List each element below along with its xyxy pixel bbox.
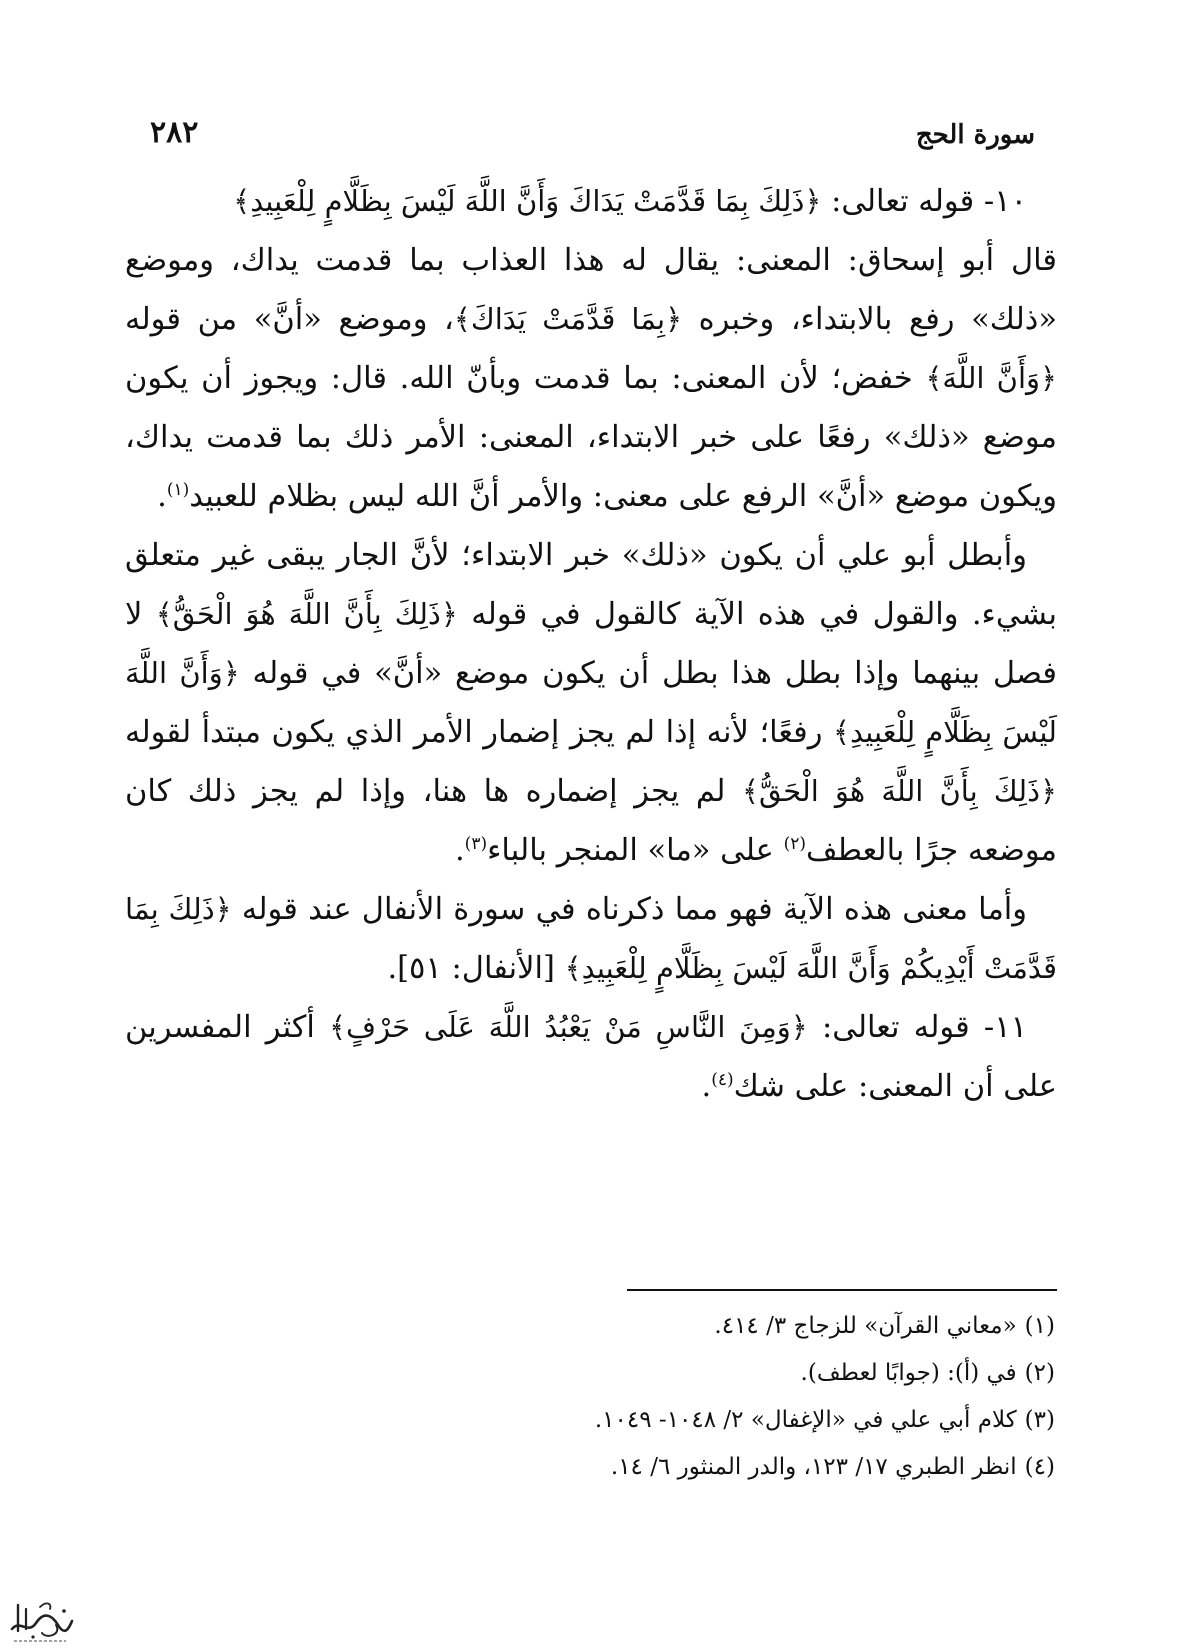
- footnote-item: [300, 1444, 1055, 1491]
- footnote-ref: (١): [166, 479, 190, 500]
- footnote-number: (١): [1024, 1313, 1055, 1339]
- verse-number-lead: ١١- قوله تعالى:: [807, 1010, 1027, 1045]
- text-segment: [الأنفال: ٥١].: [387, 951, 565, 986]
- footnote-number: (٣): [1024, 1407, 1055, 1433]
- paragraph-verse-11: [125, 998, 1057, 1116]
- footnote-divider: [627, 1289, 1057, 1291]
- paragraph-abu-ishaq: [125, 231, 1057, 526]
- text-segment: رفعًا؛ لأنه إذا لم يجز إضمار الأمر الذي يكون مبتدأ لقوله: [125, 715, 834, 750]
- text-segment: وأما معنى هذه الآية فهو مما ذكرناه في سورة الأنفال عند قوله: [231, 892, 1027, 927]
- quran-quote: ﴿وَأَنَّ اللَّهَ لَيْسَ بِظَلَّامٍ لِلْعَبِيدِ﴾: [125, 656, 1057, 749]
- text-segment: وأبطل أبو علي أن يكون «ذلك» خبر الابتداء؛ لأنَّ الجار يبقى غير متعلق بشيء. والقول في هذه الآية كالقول في قوله: [125, 538, 1057, 632]
- main-text: [125, 172, 1057, 1116]
- footnote-item: [300, 1303, 1055, 1350]
- verse-number-lead: ١٠- قوله تعالى:: [821, 184, 1027, 219]
- quran-quote: ﴿ذَلِكَ بِأَنَّ اللَّهَ هُوَ الْحَقُّ﴾: [155, 597, 458, 631]
- text-segment: قال أبو إسحاق: المعنى: يقال له هذا العذاب بما قدمت يداك، وموضع «ذلك» رفع بالابتداء، وخبره: [125, 243, 1057, 337]
- text-segment: .: [157, 479, 167, 514]
- page-number: ٢٨٢: [150, 115, 199, 150]
- quran-quote: ﴿وَمِنَ النَّاسِ مَنْ يَعْبُدُ اللَّهَ عَلَى حَرْفٍ﴾: [329, 1010, 808, 1044]
- paragraph-verse-10: [125, 172, 1057, 231]
- footnote-item: [300, 1350, 1055, 1397]
- footnote-ref: (٢): [783, 833, 806, 854]
- footnote-text: كلام أبي علي في «الإغفال» ٢/ ١٠٤٨- ١٠٤٩.: [594, 1407, 1017, 1433]
- paragraph-meaning: [125, 880, 1057, 998]
- text-segment: .: [454, 833, 465, 868]
- quran-quote: ﴿ذَلِكَ بِأَنَّ اللَّهَ هُوَ الْحَقُّ﴾: [742, 774, 1057, 808]
- text-segment: على «ما» المنجر بالباء: [487, 833, 784, 868]
- footnote-text: انظر الطبري ١٧/ ١٢٣، والدر المنثور ٦/ ١٤.: [610, 1454, 1017, 1480]
- footnote-number: (٤): [1024, 1454, 1055, 1480]
- footnote-text: في (أ): (جوابًا لعطف).: [800, 1360, 1017, 1386]
- footnote-ref: (٤): [711, 1069, 734, 1090]
- text-segment: ، وموضع «أنَّ» من قوله: [125, 302, 454, 337]
- text-segment: أكثر المفسرين على أن المعنى: على شك: [125, 1010, 1057, 1104]
- text-segment: لم يجز إضماره ها هنا، وإذا لم يجز ذلك كان موضعه جرًا بالعطف: [125, 774, 1057, 868]
- quran-quote: ﴿ذَلِكَ بِمَا قَدَّمَتْ أَيْدِيكُمْ وَأَنَّ اللَّهَ لَيْسَ بِظَلَّامٍ لِلْعَبِيدِ﴾: [125, 892, 1057, 985]
- footnote-item: [300, 1397, 1055, 1444]
- quran-quote: ﴿بِمَا قَدَّمَتْ يَدَاكَ﴾: [453, 302, 683, 336]
- quran-quote: ﴿وَأَنَّ اللَّهَ﴾: [925, 361, 1057, 395]
- footnote-text: «معاني القرآن» للزجاج ٣/ ٤١٤.: [714, 1313, 1017, 1339]
- running-title: سورة الحج: [915, 120, 1035, 150]
- footnotes-list: [300, 1303, 1055, 1491]
- footnote-ref: (٣): [464, 833, 488, 854]
- page-header: [150, 100, 1035, 150]
- publisher-seal-logo: [6, 1595, 76, 1645]
- quran-quote: ﴿ذَلِكَ بِمَا قَدَّمَتْ يَدَاكَ وَأَنَّ اللَّهَ لَيْسَ بِظَلَّامٍ لِلْعَبِيدِ﴾: [233, 184, 822, 218]
- footnote-number: (٢): [1024, 1360, 1055, 1386]
- text-segment: .: [701, 1069, 712, 1104]
- text-segment: خفض؛ لأن المعنى: بما قدمت وبأنّ الله. قال: ويجوز أن يكون موضع «ذلك» رفعًا على خبر الابتداء، المعنى: الأمر ذلك بما قدمت يداك، ويكون موضع «أنَّ» الرفع على معنى: والأمر أنَّ الله ليس بظلام للعبيد: [125, 361, 1057, 514]
- paragraph-abu-ali: [125, 526, 1057, 880]
- text-segment: لا فصل بينهما وإذا بطل هذا بطل أن يكون موضع «أنَّ» في قوله: [125, 597, 1057, 691]
